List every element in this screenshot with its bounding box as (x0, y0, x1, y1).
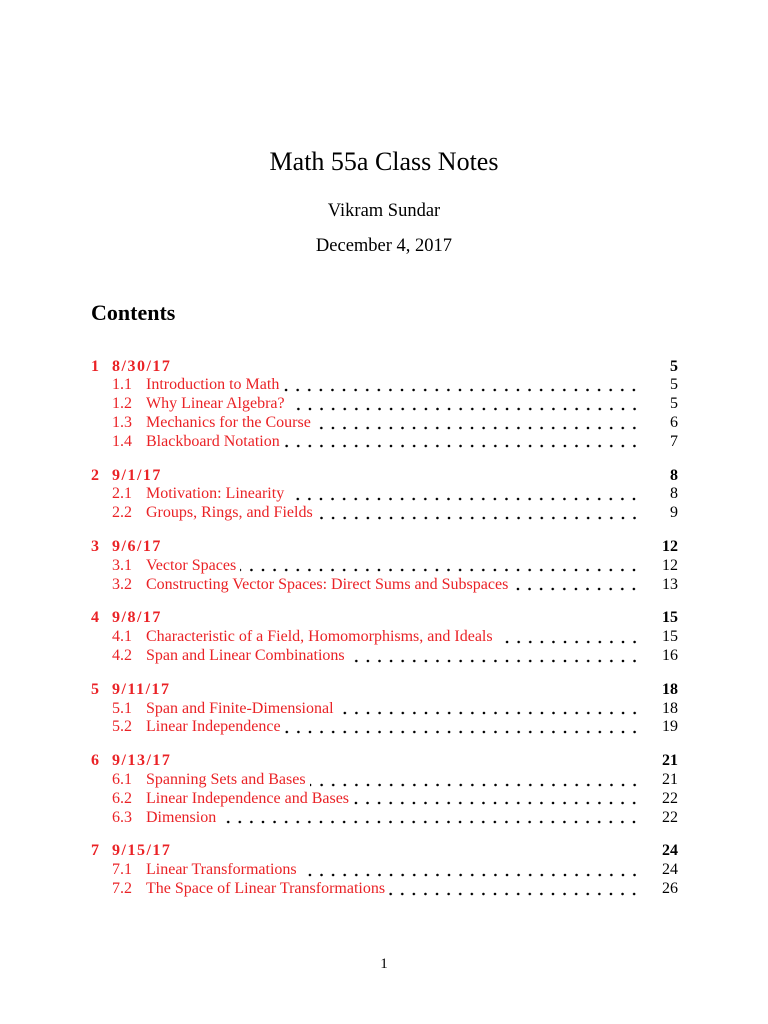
toc-subsection-entry (91, 557, 678, 576)
toc-subsection-entry (91, 395, 678, 414)
dot-leader (289, 395, 640, 414)
subsection-page-number: 22 (662, 789, 678, 807)
section-title: 9/8/17 (112, 609, 162, 627)
subsection-title: Mechanics for the Course (146, 413, 311, 431)
toc-section-entry (91, 681, 678, 700)
section-page-number: 12 (662, 537, 678, 555)
toc-subsection-entry (91, 861, 678, 880)
subsection-title: The Space of Linear Transformations (146, 879, 386, 897)
subsection-title: Motivation: Linearity (146, 485, 285, 503)
toc-section-block (91, 609, 678, 665)
toc-section-block (91, 358, 678, 452)
subsection-number: 6.3 (112, 808, 132, 826)
toc-section-block (91, 842, 678, 898)
table-of-contents (91, 358, 678, 899)
toc-section-entry (91, 842, 678, 861)
toc-subsection-entry (91, 414, 678, 433)
dot-leader (301, 861, 640, 880)
subsection-number: 4.1 (112, 628, 132, 646)
section-title: 8/30/17 (112, 357, 172, 375)
subsection-page-number: 15 (662, 628, 678, 646)
toc-section-block (91, 681, 678, 737)
toc-subsection-link[interactable] (112, 504, 313, 523)
section-page-number: 24 (662, 842, 678, 860)
subsection-title: Linear Independence and Bases (146, 789, 350, 807)
toc-subsection-link[interactable] (112, 771, 306, 790)
toc-section-link[interactable] (91, 752, 171, 771)
subsection-page-number: 7 (670, 432, 678, 450)
subsection-title: Groups, Rings, and Fields (146, 504, 313, 522)
subsection-number: 2.2 (112, 504, 132, 522)
dot-leader (240, 557, 640, 576)
toc-subsection-link[interactable] (112, 414, 311, 433)
toc-subsection-entry (91, 809, 678, 828)
toc-subsection-entry (91, 485, 678, 504)
subsection-number: 2.1 (112, 485, 132, 503)
toc-section-entry (91, 358, 678, 377)
section-title: 9/13/17 (112, 752, 172, 770)
toc-subsection-link[interactable] (112, 628, 493, 647)
subsection-title: Vector Spaces (146, 556, 237, 574)
section-number: 5 (91, 680, 99, 698)
author-name: Vikram Sundar (327, 201, 441, 221)
subsection-page-number: 13 (662, 575, 678, 593)
dot-leader (497, 628, 640, 647)
toc-subsection-entry (91, 628, 678, 647)
dot-leader (220, 809, 640, 828)
toc-subsection-link[interactable] (112, 809, 216, 828)
dot-leader (285, 718, 640, 737)
subsection-number: 1.3 (112, 413, 132, 431)
subsection-title: Linear Transformations (146, 861, 297, 879)
subsection-title: Blackboard Notation (146, 432, 280, 450)
section-spacer (171, 681, 640, 700)
subsection-number: 3.1 (112, 556, 132, 574)
section-spacer (162, 538, 640, 557)
toc-section-link[interactable] (91, 538, 162, 557)
section-number: 3 (91, 537, 99, 555)
toc-subsection-entry (91, 700, 678, 719)
dot-leader (288, 485, 640, 504)
subsection-number: 5.2 (112, 718, 132, 736)
toc-subsection-entry (91, 790, 678, 809)
subsection-number: 6.2 (112, 789, 132, 807)
toc-subsection-entry (91, 718, 678, 737)
toc-subsection-link[interactable] (112, 880, 385, 899)
section-spacer (171, 358, 640, 377)
toc-subsection-link[interactable] (112, 576, 508, 595)
subsection-page-number: 26 (662, 879, 678, 897)
subsection-title: Span and Linear Combinations (146, 646, 345, 664)
toc-subsection-entry (91, 647, 678, 666)
subsection-number: 1.4 (112, 432, 132, 450)
subsection-page-number: 5 (670, 376, 678, 394)
subsection-number: 1.2 (112, 395, 132, 413)
subsection-number: 7.2 (112, 879, 132, 897)
toc-subsection-link[interactable] (112, 557, 236, 576)
section-page-number: 5 (670, 357, 678, 375)
subsection-page-number: 12 (662, 556, 678, 574)
dot-leader (349, 647, 640, 666)
subsection-page-number: 6 (670, 413, 678, 431)
subsection-number: 3.2 (112, 575, 132, 593)
dot-leader (389, 880, 640, 899)
toc-subsection-entry (91, 576, 678, 595)
toc-section-block (91, 752, 678, 827)
document-date: December 4, 2017 (315, 236, 453, 256)
subsection-number: 4.2 (112, 646, 132, 664)
toc-section-link[interactable] (91, 358, 171, 377)
section-page-number: 21 (662, 752, 678, 770)
subsection-number: 7.1 (112, 861, 132, 879)
section-title: 9/6/17 (112, 537, 162, 555)
toc-section-link[interactable] (91, 467, 162, 486)
toc-section-block (91, 538, 678, 594)
section-number: 6 (91, 752, 99, 770)
subsection-title: Constructing Vector Spaces: Direct Sums and Subspaces (146, 575, 509, 593)
dot-leader (283, 376, 640, 395)
section-spacer (162, 609, 640, 628)
subsection-page-number: 18 (662, 699, 678, 717)
subsection-page-number: 5 (670, 395, 678, 413)
toc-subsection-link[interactable] (112, 485, 284, 504)
section-page-number: 18 (662, 680, 678, 698)
page-number-footer: 1 (380, 956, 388, 972)
subsection-page-number: 22 (662, 808, 678, 826)
toc-subsection-link[interactable] (112, 433, 280, 452)
section-number: 1 (91, 357, 99, 375)
toc-section-block (91, 467, 678, 523)
subsection-number: 6.1 (112, 770, 132, 788)
toc-section-link[interactable] (91, 842, 171, 861)
subsection-number: 5.1 (112, 699, 132, 717)
toc-section-link[interactable] (91, 609, 162, 628)
dot-leader (317, 504, 640, 523)
dot-leader (338, 700, 640, 719)
subsection-title: Why Linear Algebra? (146, 395, 285, 413)
toc-subsection-link[interactable] (112, 861, 297, 880)
toc-section-entry (91, 752, 678, 771)
toc-section-entry (91, 538, 678, 557)
toc-section-link[interactable] (91, 681, 171, 700)
toc-subsection-link[interactable] (112, 790, 349, 809)
subsection-title: Introduction to Math (146, 376, 280, 394)
dot-leader (310, 771, 640, 790)
subsection-number: 1.1 (112, 376, 132, 394)
toc-subsection-entry (91, 433, 678, 452)
toc-subsection-link[interactable] (112, 395, 285, 414)
subsection-page-number: 9 (670, 504, 678, 522)
dot-leader (353, 790, 640, 809)
subsection-page-number: 19 (662, 718, 678, 736)
toc-subsection-link[interactable] (112, 647, 345, 666)
toc-subsection-link[interactable] (112, 376, 279, 395)
toc-subsection-entry (91, 376, 678, 395)
dot-leader (315, 414, 640, 433)
section-page-number: 8 (670, 466, 678, 484)
contents-heading: Contents (91, 300, 176, 325)
section-title: 9/1/17 (112, 466, 162, 484)
section-number: 7 (91, 842, 99, 860)
section-title: 9/11/17 (112, 680, 171, 698)
section-number: 2 (91, 466, 99, 484)
section-spacer (171, 752, 640, 771)
toc-section-entry (91, 467, 678, 486)
subsection-title: Span and Finite-Dimensional (146, 699, 334, 717)
toc-section-entry (91, 609, 678, 628)
subsection-title: Linear Independence (146, 718, 281, 736)
section-title: 9/15/17 (112, 842, 172, 860)
section-page-number: 15 (662, 609, 678, 627)
document-title: Math 55a Class Notes (269, 147, 499, 176)
subsection-page-number: 8 (670, 485, 678, 503)
subsection-title: Dimension (146, 808, 217, 826)
dot-leader (512, 576, 640, 595)
subsection-page-number: 21 (662, 770, 678, 788)
dot-leader (284, 433, 640, 452)
subsection-title: Spanning Sets and Bases (146, 770, 306, 788)
section-spacer (162, 467, 640, 486)
subsection-title: Characteristic of a Field, Homomorphisms, and Ideals (146, 628, 493, 646)
toc-subsection-entry (91, 771, 678, 790)
toc-subsection-entry (91, 880, 678, 899)
toc-subsection-link[interactable] (112, 700, 334, 719)
section-number: 4 (91, 609, 99, 627)
toc-subsection-entry (91, 504, 678, 523)
toc-subsection-link[interactable] (112, 718, 281, 737)
subsection-page-number: 24 (662, 861, 678, 879)
subsection-page-number: 16 (662, 646, 678, 664)
section-spacer (171, 842, 640, 861)
